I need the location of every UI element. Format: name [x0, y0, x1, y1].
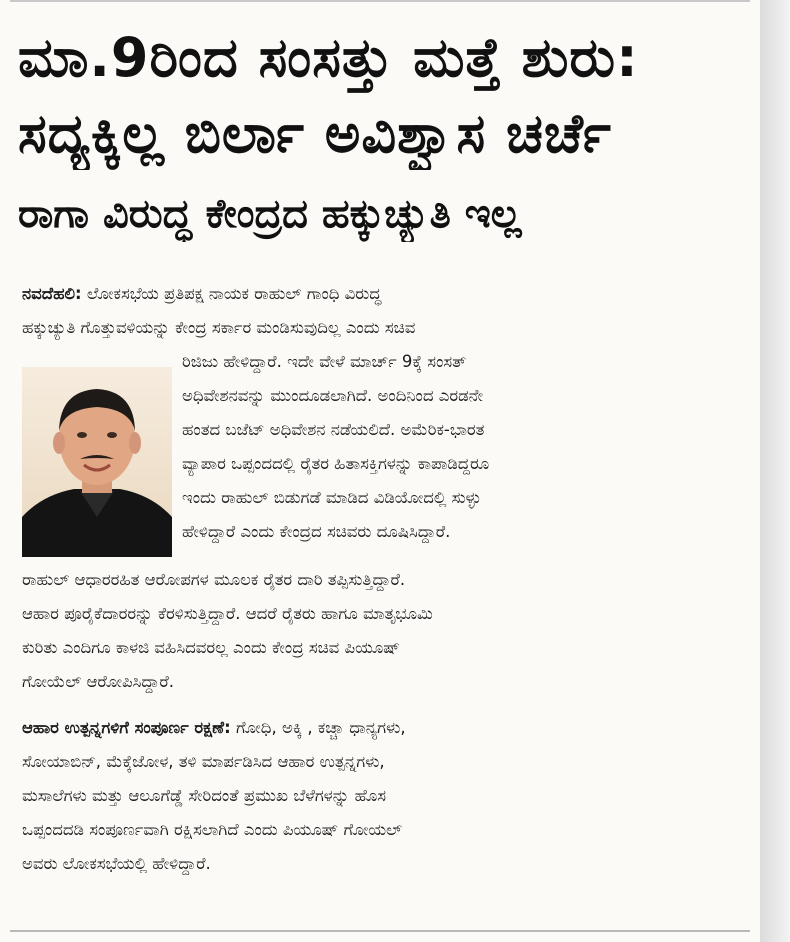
headline-line-1: ಮಾ.9ರಿಂದ ಸಂಸತ್ತು ಮತ್ತೆ ಶುರು:	[18, 26, 639, 89]
article-line: ಆಹಾರ ಉತ್ಪನ್ನಗಳಿಗೆ ಸಂಪೂರ್ಣ ರಕ್ಷಣೆ: ಗೋಧಿ, ಅಕ್ಕಿ , ಕಚ್ಚಾ ಧಾನ್ಯಗಳು,	[22, 718, 406, 737]
article-line: ಹಂತದ ಬಜೆಟ್ ಅಧಿವೇಶನ ನಡೆಯಲಿದೆ. ಅಮೆರಿಕ-ಭಾರತ	[182, 420, 485, 439]
section-lead: ಆಹಾರ ಉತ್ಪನ್ನಗಳಿಗೆ ಸಂಪೂರ್ಣ ರಕ್ಷಣೆ:	[22, 718, 231, 737]
article-line: ವ್ಯಾಪಾರ ಒಪ್ಪಂದದಲ್ಲಿ ರೈತರ ಹಿತಾಸಕ್ತಿಗಳನ್ನು ಕಾಪಾಡಿದ್ದರೂ	[182, 454, 490, 473]
dateline: ನವದೆಹಲಿ:	[22, 284, 82, 303]
bottom-rule	[10, 930, 750, 932]
article-line: ಒಪ್ಪಂದದಡಿ ಸಂಪೂರ್ಣವಾಗಿ ರಕ್ಷಿಸಲಾಗಿದೆ ಎಂದು ಪಿಯೂಷ್ ಗೋಯಲ್	[22, 820, 403, 839]
article-line: ಗೋಯೆಲ್ ಆರೋಪಿಸಿದ್ದಾರೆ.	[22, 672, 174, 691]
article-line: ರಿಜಿಜು ಹೇಳಿದ್ದಾರೆ. ಇದೇ ವೇಳೆ ಮಾರ್ಚ್ 9ಕ್ಕೆ ಸಂಸತ್	[182, 352, 467, 371]
article-line: ಕುರಿತು ಎಂದಿಗೂ ಕಾಳಜಿ ವಹಿಸಿದವರಲ್ಲ ಎಂದು ಕೇಂದ್ರ ಸಚಿವ ಪಿಯೂಷ್	[22, 638, 400, 657]
page-edge	[760, 0, 790, 942]
article-line: ಮಸಾಲೆಗಳು ಮತ್ತು ಆಲೂಗೆಡ್ಡೆ ಸೇರಿದಂತೆ ಪ್ರಮುಖ ಬೆಳೆಗಳನ್ನು ಹೊಸ	[22, 786, 387, 805]
article-line: ನವದೆಹಲಿ: ಲೋಕಸಭೆಯ ಪ್ರತಿಪಕ್ಷ ನಾಯಕ ರಾಹುಲ್ ಗಾಂಧಿ ವಿರುದ್ಧ	[22, 284, 382, 303]
article-line: ಹಕ್ಕುಚ್ಯುತಿ ಗೊತ್ತುವಳಿಯನ್ನು ಕೇಂದ್ರ ಸರ್ಕಾರ ಮಂಡಿಸುವುದಿಲ್ಲ ಎಂದು ಸಚಿವ	[22, 318, 416, 337]
headline-line-2: ಸದ್ಯಕ್ಕಿಲ್ಲ ಬಿರ್ಲಾ ಅವಿಶ್ವಾಸ ಚರ್ಚೆ	[18, 102, 612, 165]
article-line: ಆಹಾರ ಪೂರೈಕೆದಾರರನ್ನು ಕೆರಳಿಸುತ್ತಿದ್ದಾರೆ. ಆದರೆ ರೈತರು ಹಾಗೂ ಮಾತೃಭೂಮಿ	[22, 604, 433, 623]
article-line: ಅವರು ಲೋಕಸಭೆಯಲ್ಲಿ ಹೇಳಿದ್ದಾರೆ.	[22, 854, 211, 873]
article-line: ಸೋಯಾಬಿನ್, ಮೆಕ್ಕೆಜೋಳ, ತಳಿ ಮಾರ್ಪಡಿಸಿದ ಆಹಾರ ಉತ್ಪನ್ನಗಳು,	[22, 752, 385, 771]
article-line: ಅಧಿವೇಶನವನ್ನು ಮುಂದೂಡಲಾಗಿದೆ. ಅಂದಿನಿಂದ ಎರಡನೇ	[182, 386, 484, 405]
article-line: ಇಂದು ರಾಹುಲ್ ಬಿಡುಗಡೆ ಮಾಡಿದ ವಿಡಿಯೋದಲ್ಲಿ ಸುಳ್ಳು	[182, 488, 481, 507]
portrait-photo	[22, 367, 172, 557]
subheadline: ರಾಗಾ ವಿರುದ್ಧ ಕೇಂದ್ರದ ಹಕ್ಕುಚ್ಯುತಿ ಇಲ್ಲ	[18, 191, 522, 237]
article-line: ಹೇಳಿದ್ದಾರೆ ಎಂದು ಕೇಂದ್ರದ ಸಚಿವರು ದೂಷಿಸಿದ್ದಾರೆ.	[182, 522, 451, 541]
top-rule	[10, 0, 750, 2]
article-line: ರಾಹುಲ್ ಆಧಾರರಹಿತ ಆರೋಪಗಳ ಮೂಲಕ ರೈತರ ದಾರಿ ತಪ್ಪಿಸುತ್ತಿದ್ದಾರೆ.	[22, 570, 406, 589]
